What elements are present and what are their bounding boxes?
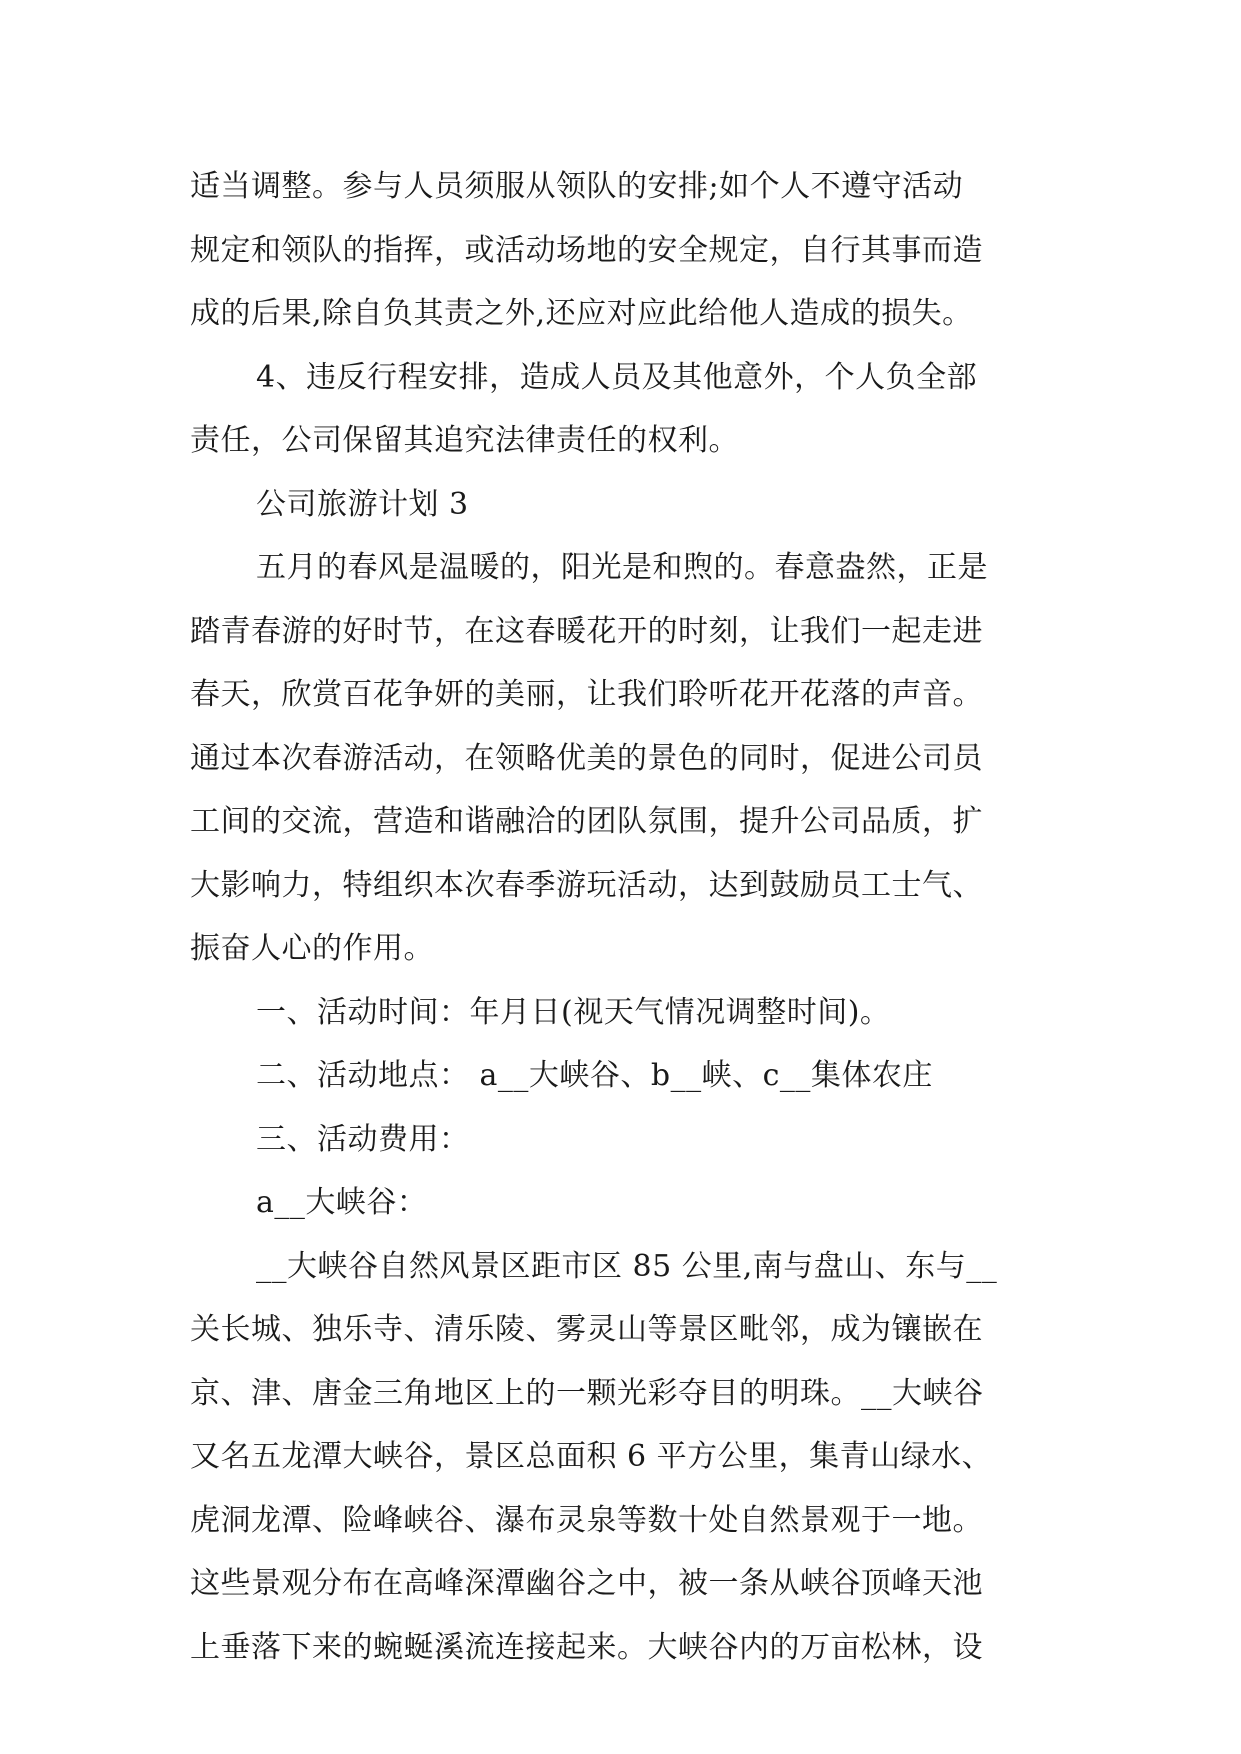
paragraph-line-8: 踏青春游的好时节，在这春暖花开的时刻，让我们一起走进	[190, 613, 983, 649]
paragraph-line-7: 五月的春风是温暖的，阳光是和煦的。春意盎然，正是	[256, 550, 988, 585]
activity-time: 一、活动时间：年月日(视天气情况调整时间)。	[256, 994, 891, 1030]
paragraph-line-12: 大影响力，特组织本次春季游玩活动，达到鼓励员工士气、	[190, 867, 983, 903]
document-body	[190, 155, 1045, 1679]
paragraph-line-23: 这些景观分布在高峰深潭幽谷之中，被一条从峡谷顶峰天池	[190, 1566, 983, 1601]
paragraph-line-19: 关长城、独乐寺、清乐陵、雾灵山等景区毗邻，成为镶嵌在	[190, 1312, 983, 1347]
subsection-heading: a__大峡谷：	[256, 1185, 428, 1220]
paragraph-line-1: 适当调整。参与人员须服从领队的安排;如个人不遵守活动	[190, 169, 964, 204]
paragraph-line-3: 成的后果,除自负其责之外,还应对应此给他人造成的损失。	[190, 296, 973, 331]
paragraph-line-4: 4、违反行程安排，造成人员及其他意外，个人负全部	[256, 359, 978, 395]
paragraph-line-18: __大峡谷自然风景区距市区 85 公里,南与盘山、东与__	[256, 1248, 998, 1284]
paragraph-line-9: 春天，欣赏百花争妍的美丽，让我们聆听花开花落的声音。	[190, 677, 983, 712]
paragraph-line-24: 上垂落下来的蜿蜒溪流连接起来。大峡谷内的万亩松林，设	[190, 1629, 983, 1665]
activity-location: 二、活动地点： a__大峡谷、b__峡、c__集体农庄	[256, 1058, 933, 1093]
paragraph-line-10: 通过本次春游活动，在领略优美的景色的同时，促进公司员	[190, 740, 983, 776]
section-heading: 公司旅游计划 3	[256, 486, 469, 522]
paragraph-line-5: 责任，公司保留其追究法律责任的权利。	[190, 423, 739, 458]
paragraph-line-22: 虎洞龙潭、险峰峡谷、瀑布灵泉等数十处自然景观于一地。	[190, 1502, 983, 1538]
paragraph-line-13: 振奋人心的作用。	[190, 931, 434, 966]
paragraph-line-20: 京、津、唐金三角地区上的一颗光彩夺目的明珠。__大峡谷	[190, 1375, 984, 1411]
activity-cost-heading: 三、活动费用：	[256, 1121, 470, 1157]
paragraph-line-11: 工间的交流，营造和谐融洽的团队氛围，提升公司品质，扩	[190, 804, 983, 839]
paragraph-line-2: 规定和领队的指挥，或活动场地的安全规定，自行其事而造	[190, 232, 983, 268]
paragraph-line-21: 又名五龙潭大峡谷，景区总面积 6 平方公里，集青山绿水、	[190, 1439, 993, 1474]
